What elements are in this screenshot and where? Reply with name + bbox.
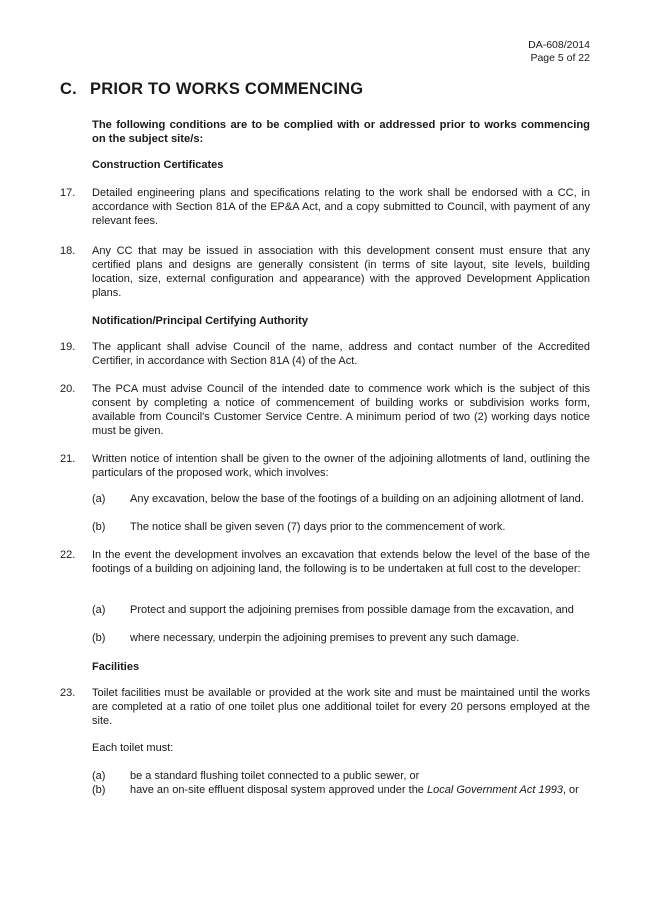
- subitem-label: (b): [92, 784, 106, 796]
- condition-text: Toilet facilities must be available or provided at the work site and must be maintained until the works are completed at a ratio of one toilet plus one additional toilet for every 20 persons employed at the site.: [92, 687, 590, 727]
- page-header: [528, 39, 590, 65]
- condition-23-item-a: [92, 769, 590, 783]
- condition-21-item-b: [92, 520, 590, 534]
- condition-number: 18.: [60, 245, 76, 257]
- condition-text: The applicant shall advise Council of the name, address and contact number of the Accredited Certifier, in accordance with Section 81A (4) of the Act.: [92, 341, 590, 367]
- condition-text: Detailed engineering plans and specifications relating to the work shall be endorsed with a CC, in accordance with Section 81A of the EP&A Act, and a copy submitted to Council, with payment of any relevant fees.: [92, 187, 590, 227]
- subitem-text: be a standard flushing toilet connected to a public sewer, or: [130, 770, 420, 782]
- condition-number: 17.: [60, 187, 76, 199]
- condition-20: [60, 382, 590, 438]
- section-heading: [60, 80, 363, 99]
- condition-23-item-b: [92, 783, 590, 797]
- condition-text: The PCA must advise Council of the intended date to commence work which is the subject of this consent by completing a notice of commencement of building works or subdivision works form, available from Council's Customer Service Centre. A minimum period of two (2) working days notice must be given.: [92, 383, 590, 437]
- subitem-text: where necessary, underpin the adjoining premises to prevent any such damage.: [130, 632, 520, 644]
- subitem-text-start: have an on-site effluent disposal system approved under the: [130, 784, 427, 796]
- condition-21: [60, 452, 590, 480]
- subitem-label: (b): [92, 632, 106, 644]
- condition-number: 20.: [60, 383, 76, 395]
- subitem-text: The notice shall be given seven (7) days prior to the commencement of work.: [130, 521, 506, 533]
- condition-text: Any CC that may be issued in association with this development consent must ensure that any certified plans and designs are generally consistent (in terms of site layout, site levels, building location, size, external configuration and appearance) with the approved Development Application plans.: [92, 245, 590, 299]
- page-number: Page 5 of 22: [530, 52, 590, 64]
- subitem-text: Protect and support the adjoining premises from possible damage from the excavation, and: [130, 604, 574, 616]
- section-title: PRIOR TO WORKS COMMENCING: [90, 80, 364, 98]
- section-letter: C.: [60, 80, 77, 98]
- section-intro: The following conditions are to be complied with or addressed prior to works commencing on the subject site/s:: [92, 119, 590, 145]
- condition-text: In the event the development involves an excavation that extends below the level of the base of the footings of a building on adjoining land, the following is to be undertaken at full cost to the developer:: [92, 549, 590, 575]
- condition-19: [60, 340, 590, 368]
- act-reference: Local Government Act 1993: [426, 784, 563, 796]
- subitem-text-end: , or: [562, 784, 579, 796]
- condition-21-item-a: [92, 492, 590, 506]
- subitem-label: (b): [92, 521, 106, 533]
- condition-22: [60, 548, 590, 576]
- condition-22-item-a: [92, 603, 590, 617]
- subheading-notification: Notification/Principal Certifying Authority: [92, 315, 308, 327]
- subitem-label: (a): [92, 604, 106, 616]
- condition-22-item-b: [92, 631, 590, 645]
- condition-17: [60, 186, 590, 228]
- condition-18: [60, 244, 590, 300]
- each-toilet-must: Each toilet must:: [92, 742, 174, 754]
- document-reference: DA-608/2014: [528, 39, 590, 51]
- condition-number: 22.: [60, 549, 76, 561]
- condition-number: 23.: [60, 687, 76, 699]
- condition-number: 21.: [60, 453, 76, 465]
- condition-number: 19.: [60, 341, 76, 353]
- subitem-label: (a): [92, 493, 106, 505]
- subitem-text: Any excavation, below the base of the footings of a building on an adjoining allotment of land.: [130, 493, 584, 505]
- subitem-text: [130, 783, 590, 797]
- condition-text: Written notice of intention shall be given to the owner of the adjoining allotments of land, outlining the particulars of the proposed work, which involves:: [92, 453, 590, 479]
- subheading-construction-certificates: Construction Certificates: [92, 159, 224, 171]
- subheading-facilities: Facilities: [92, 661, 140, 673]
- condition-23: [60, 686, 590, 728]
- subitem-label: (a): [92, 770, 106, 782]
